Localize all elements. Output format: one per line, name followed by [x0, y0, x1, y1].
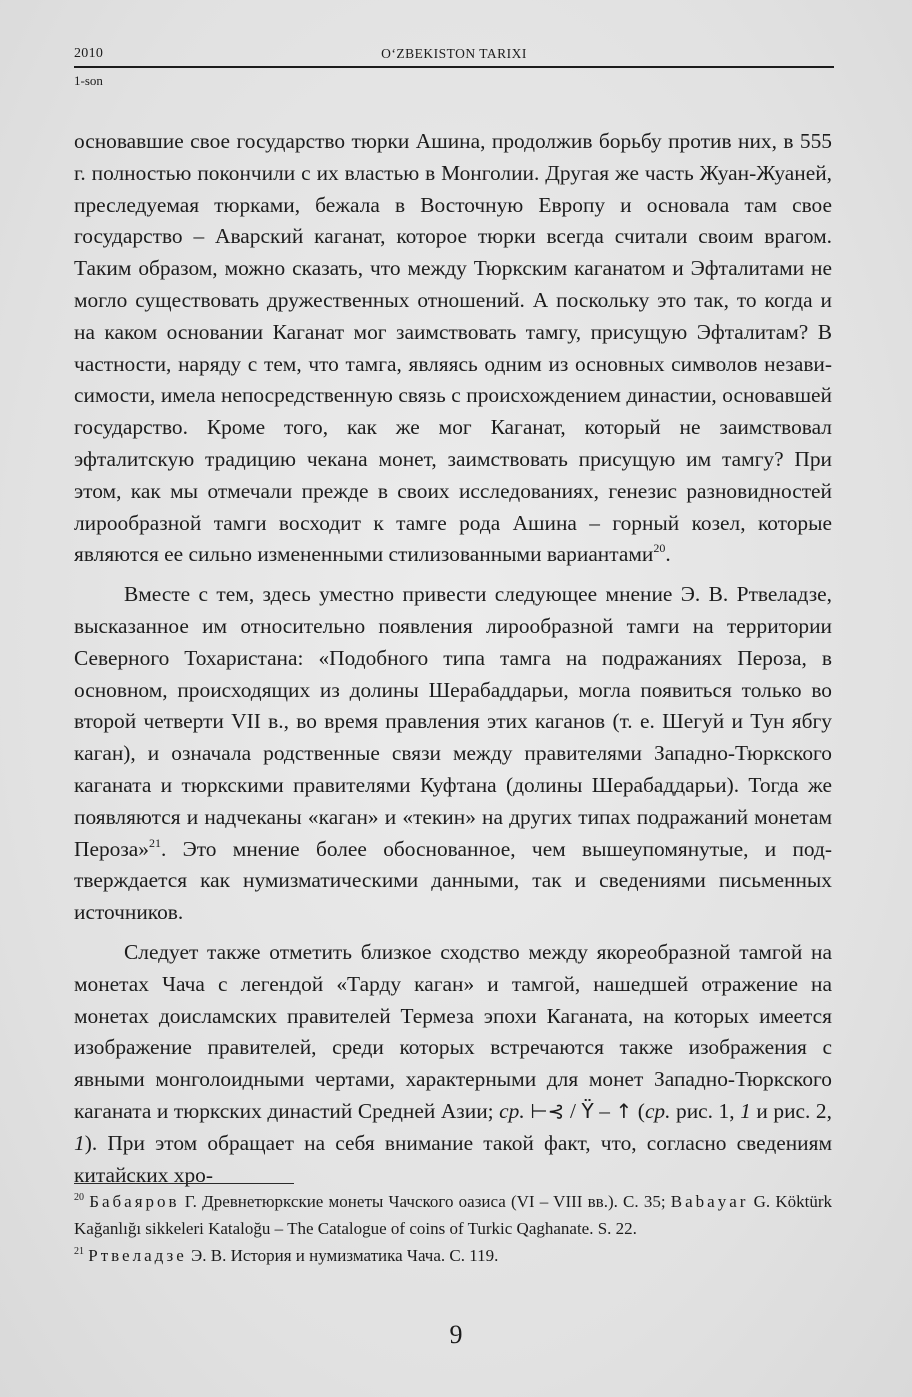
footnote-20 [74, 1188, 832, 1242]
page-number: 9 [449, 1320, 463, 1349]
figure-label-1: рис. 1, [670, 1098, 741, 1123]
cf-abbrev: ср. [499, 1098, 525, 1123]
tamga-separator-2: – [593, 1098, 616, 1123]
figure-cf: ср. [644, 1098, 671, 1123]
footnote-ref-21[interactable]: 21 [148, 835, 161, 850]
footnote-ref-20[interactable]: 20 [653, 541, 666, 556]
header-issue: 1-son [74, 73, 103, 88]
figure-close: ). [84, 1130, 98, 1155]
footnote-21 [74, 1242, 832, 1269]
footnotes [74, 1188, 832, 1269]
paragraph-2-text: Вместе с тем, здесь уместно привести следующее мнение Э. В. Ртвеладзе, высказанное им относительно появления лирообразной тамги на территории Северного Тохаристана: «Подобного типа тамга на подражаниях Пероза, в основном, происходящих из долины Шерабаддарьи, могла появиться только во второй четверти VII в., во время правления этих каганов (т. е. Шегуй и Тун ябгу каган), и означала родственные связи между правителями Западно-Тюркского каганата и тюркскими правителями Куфтана (долины Шерабаддарьи). Тогда же появляются и надчеканы «каган» и «текин» на других типах подражаний монетам Пероза» [74, 582, 832, 861]
header-rule [74, 66, 834, 68]
tamga-glyph-1: ⊢⊰ [530, 1098, 565, 1123]
footnote-number: 21 [74, 1246, 84, 1257]
paragraph-1-text: основавшие свое государство тюрки Ашина, продолжив борьбу против них, в 555 г. полностью покончили с их властью в Монголии. Другая же часть Жуан-Жуаней, преследуемая тюрками, бежала в Восточную Европу и основала там свое государство – Аварский каганат, которое тюрки всегда считали своим врагом. Таким образом, можно сказать, что между Тюркским каганатом и Эфталитами не могло существовать дружественных отношений. А поскольку это так, то когда и на каком основании Каганат мог заимствовать тамгу, присущую Эфталитам? В частности, наряду с тем, что тамга, являясь одним из основных символов независимости, имела непосредственную связь с происхождением династии, основавшей государство. Кроме того, как же мог Каганат, который не заимствовал эфталитскую традицию чекана монет, заимствовать присущую им тамгу? При этом, как мы отмечали прежде в своих исследованиях, генезис разновидностей лирообразной тамги восходит к тамге рода Ашина – горный козел, которые являются ее сильно измененными стилизованными вариантами [74, 129, 832, 567]
header-journal-title: O‘ZBEKISTON TARIXI [381, 46, 527, 61]
paragraph-3-text-after: При этом обращает на себя внимание такой факт, что, согласно сведениям китайских хро- [74, 1130, 832, 1187]
running-header [74, 46, 834, 88]
footnote-number: 20 [74, 1192, 84, 1203]
tamga-separator-1: / [564, 1098, 582, 1123]
paragraph-2-text-after: . Это мнение более обоснованное, чем вышеупомянутые, и подтверждается как нумизматическими данными, так и сведениями письменных источников. [74, 836, 832, 925]
paragraph-2 [74, 579, 832, 929]
main-text [74, 126, 832, 1191]
tamga-glyph-2: Ϋ [581, 1098, 594, 1123]
footnote-text: Э. В. История и нумизматика Чача. С. 119. [186, 1246, 499, 1265]
figure-label-2: и рис. 2, [750, 1098, 832, 1123]
footnote-separator [74, 1183, 294, 1184]
paragraph-3-text: Следует также отметить близкое сходство между якореобразной тамгой на монетах Чача с легендой «Тарду каган» и тамгой, нашедшей отражение на монетах доисламских правителей Термеза эпохи Каганата, на которых имеется изображение правителей, среди которых встречаются также изображения с явными монголоидными чертами, характерными для монет Западно-Тюркского каганата и тюркских династий Средней Азии; [74, 939, 832, 1123]
footnote-author: Ртвеладзе [88, 1246, 187, 1265]
header-year: 2010 [74, 46, 104, 61]
paragraph-3 [74, 937, 832, 1191]
figure-number-2: 1 [74, 1130, 85, 1155]
figure-open: ( [632, 1098, 645, 1123]
footnote-text: Г. Древнетюркские монеты Чачского оазиса (VI – VIII вв.). С. 35; [179, 1192, 666, 1211]
paragraph-1: основавшие свое государство тюрки Ашина, продолжив борьбу против них, в 555 г. полностью покончили с их властью в Монголии. Другая же часть Жуан-Жуаней, преследуемая тюрками, бежала в Восточную Европу и основала там свое государство – Аварский каганат, которое тюрки всегда считали своим врагом. Таким образом, можно сказать, что между Тюркским каганатом и Эфталитами не могло существовать дружественных отношений. А поскольку это так, то когда и на каком основании Каганат мог заимствовать тамгу, присущую Эфталитам? В частности, наряду с тем, что тамга, являясь одним из основных символов независимости, имела непосредственную связь с происхождением династии, основавшей государство. Кроме того, как же мог Каганат, который не заимствовал эфталитскую традицию чекана монет, заимствовать присущую им тамгу? При этом, как мы отмечали прежде в своих исследованиях, генезис разновидностей лирообразной тамги восходит к тамге рода Ашина – горный козел, которые являются ее сильно измененными стилизованными вариантами$^{20}$. [74, 129, 832, 567]
footnote-author: Babayar [670, 1192, 749, 1211]
tamga-glyph-3: ↑ [615, 1098, 633, 1123]
footnote-author: Бабаяров [89, 1192, 180, 1211]
footnote-text: G. Köktürk Kağanlığı sikkeleri Kataloğu – The Catalogue of coins of Turkic Qaghanate. S. 22. [74, 1192, 833, 1238]
figure-number-1: 1 [740, 1098, 751, 1123]
